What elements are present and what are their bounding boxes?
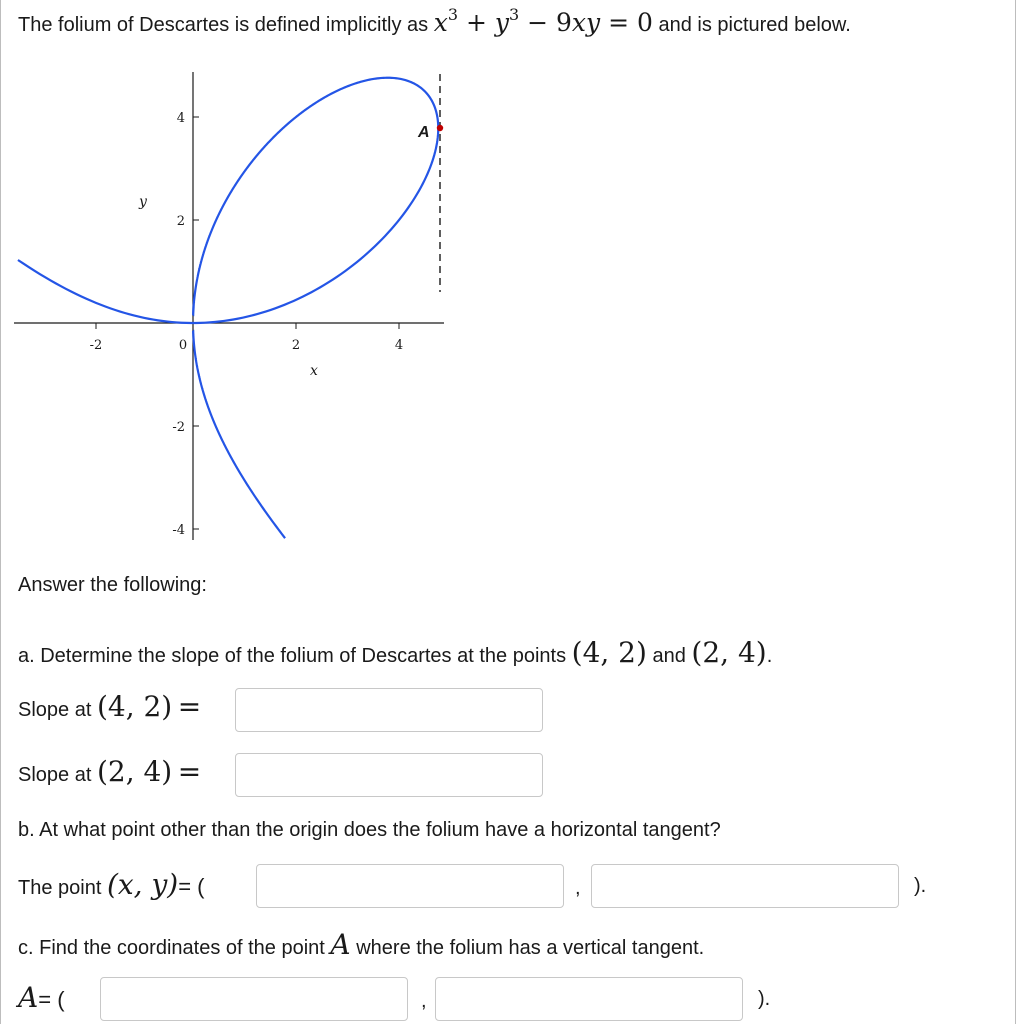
part-c-comma: ,	[421, 990, 427, 1012]
part-b-point-row: The point (x, y)= (	[18, 868, 205, 901]
slope-2-4-input[interactable]	[235, 753, 543, 797]
x-tick-neg2: -2	[89, 338, 103, 353]
x-axis-label: x	[310, 363, 318, 379]
x-tick-2: 2	[291, 338, 301, 353]
point-a-marker	[437, 125, 443, 131]
part-c-close: ).	[758, 988, 771, 1010]
answer-heading: Answer the following:	[18, 574, 207, 596]
folium-curve	[18, 78, 438, 538]
slope1-row: Slope at (4, 2) =	[18, 690, 202, 723]
y-axis-label: y	[139, 194, 147, 210]
part-b-prompt: b. At what point other than the origin does the folium have a horizontal tangent?	[18, 819, 721, 841]
point-a-label: A	[418, 124, 430, 141]
horizontal-tangent-y-input[interactable]	[591, 864, 899, 908]
x-tick-4: 4	[394, 338, 404, 353]
part-b-comma: ,	[575, 877, 581, 899]
slope2-row: Slope at (2, 4) =	[18, 755, 202, 788]
intro-line	[18, 5, 851, 37]
y-tick-4: 4	[176, 111, 185, 126]
point-2-4: (2, 4)	[691, 636, 767, 669]
vertical-tangent-x-input[interactable]	[100, 977, 408, 1021]
y-tick-neg4: -4	[172, 523, 185, 538]
folium-equation: $x^3 + y^3 - 9xy = 0$	[433, 5, 653, 37]
part-c-row: A= (	[18, 981, 65, 1014]
horizontal-tangent-x-input[interactable]	[256, 864, 564, 908]
folium-graph	[10, 66, 450, 546]
part-a-prompt: a. Determine the slope of the folium of Descartes at the points (4, 2) and (2, 4).	[18, 636, 773, 669]
y-tick-2: 2	[176, 214, 185, 229]
part-b-close: ).	[914, 875, 927, 897]
intro-prefix: The folium of Descartes is defined implicitly as	[18, 14, 429, 36]
x-tick-0: 0	[178, 338, 188, 353]
slope-4-2-input[interactable]	[235, 688, 543, 732]
y-tick-neg2: -2	[172, 420, 185, 435]
point-4-2: (4, 2)	[571, 636, 647, 669]
part-c-prompt: c. Find the coordinates of the point A where the folium has a vertical tangent.	[18, 928, 705, 961]
vertical-tangent-y-input[interactable]	[435, 977, 743, 1021]
point-a-symbol: A	[330, 928, 351, 961]
intro-suffix: and is pictured below.	[658, 14, 851, 36]
